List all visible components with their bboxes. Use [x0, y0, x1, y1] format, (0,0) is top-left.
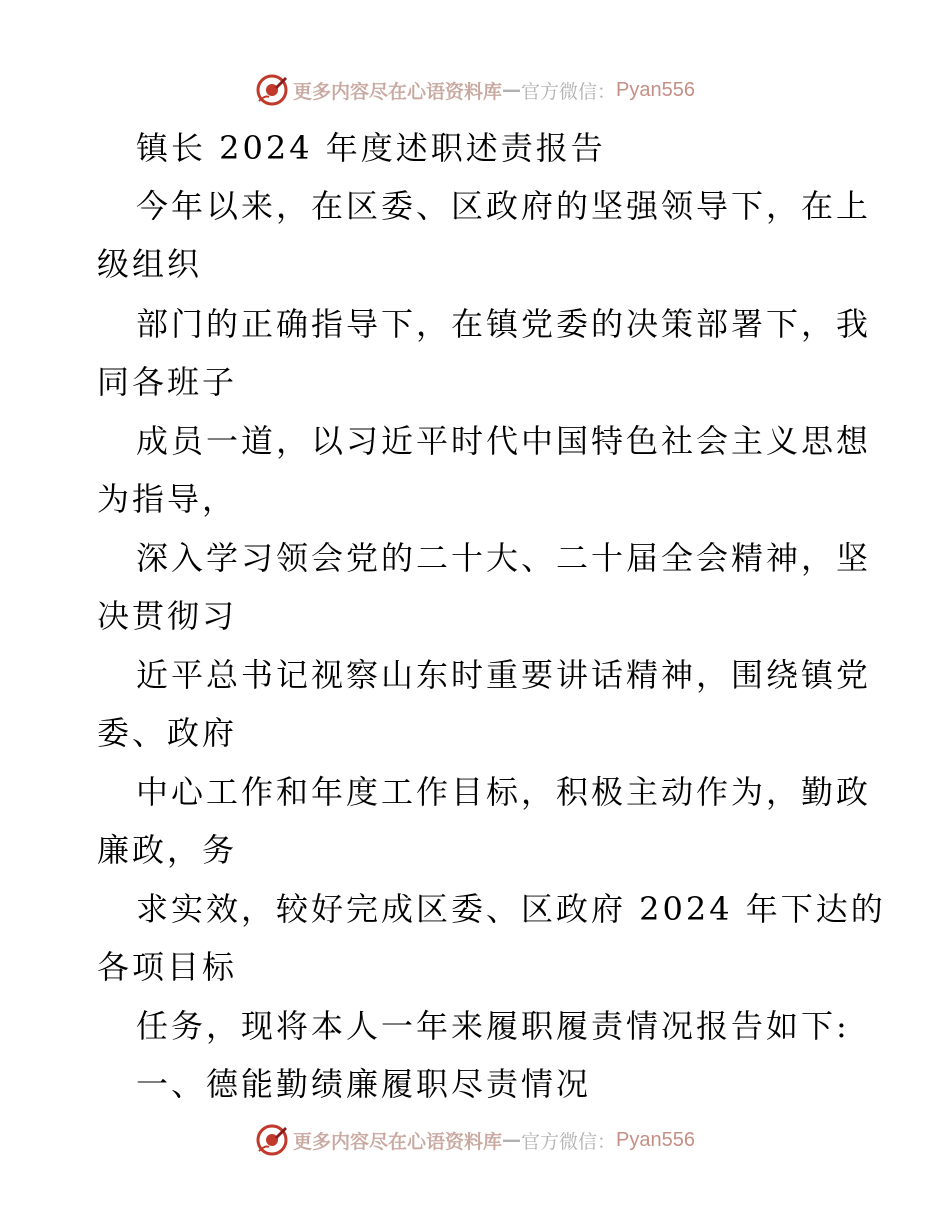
watermark-handle: Pyan556	[616, 78, 695, 101]
watermark-header	[0, 72, 950, 108]
watermark-text: 更多内容尽在心语资料库	[293, 1130, 503, 1153]
paragraph-line: 深入学习领会党的二十大、二十届全会精神，坚	[136, 539, 872, 577]
paragraph-line: 决贯彻习	[97, 597, 238, 635]
pen-logo-icon	[255, 1123, 289, 1157]
paragraph-line: 中心工作和年度工作目标，积极主动作为，勤政	[136, 773, 872, 811]
paragraph-line: 廉政，务	[97, 831, 238, 869]
watermark-official: 官方微信：	[521, 1130, 617, 1153]
watermark-handle: Pyan556	[616, 1128, 695, 1151]
paragraph-line: 任务，现将本人一年来履职履责情况报告如下:	[136, 1007, 850, 1045]
watermark-separator: —	[502, 1129, 522, 1151]
watermark-separator: —	[502, 79, 522, 101]
section-heading: 一、德能勤绩廉履职尽责情况	[136, 1065, 592, 1103]
document-title: 镇长 2024 年度述职述责报告	[136, 129, 606, 167]
paragraph-line: 为指导，	[97, 480, 238, 518]
paragraph-line: 委、政府	[97, 714, 238, 752]
paragraph-line: 求实效，较好完成区委、区政府 2024 年下达的	[136, 890, 886, 928]
paragraph-line: 各项目标	[97, 948, 238, 986]
paragraph-line: 同各班子	[97, 363, 238, 401]
paragraph-line: 近平总书记视察山东时重要讲话精神，围绕镇党	[136, 656, 872, 694]
watermark-official: 官方微信：	[521, 80, 617, 103]
paragraph-line: 今年以来，在区委、区政府的坚强领导下，在上	[136, 187, 872, 225]
watermark-text: 更多内容尽在心语资料库	[293, 80, 503, 103]
pen-logo-icon	[255, 73, 289, 107]
paragraph-line: 部门的正确指导下，在镇党委的决策部署下，我	[136, 305, 872, 343]
paragraph-line: 成员一道，以习近平时代中国特色社会主义思想	[136, 422, 872, 460]
paragraph-line: 级组织	[97, 245, 203, 283]
watermark-footer	[0, 1122, 950, 1158]
